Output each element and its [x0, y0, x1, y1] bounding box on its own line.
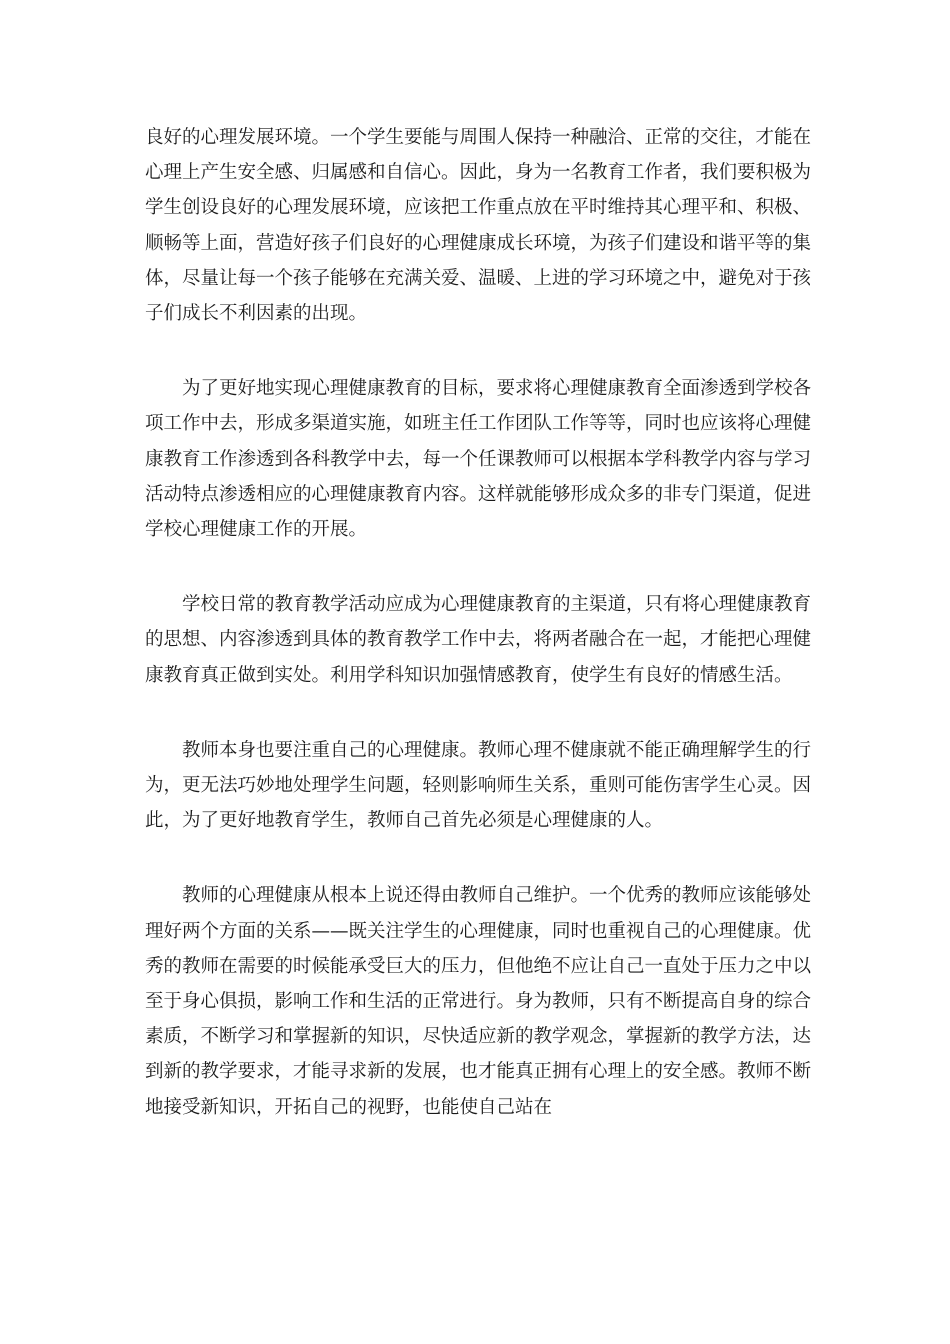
paragraph: 教师的心理健康从根本上说还得由教师自己维护。一个优秀的教师应该能够处理好两个方面的关系——既关注学生的心理健康，同时也重视自己的心理健康。优秀的教师在需要的时候能承受巨大的压力，但他绝不应让自己一直处于压力之中以至于身心俱损，影响工作和生活的正常进行。身为教师，只有不断提高自身的综合素质，不断学习和掌握新的知识，尽快适应新的教学观念，掌握新的教学方法，达到新的教学要求，才能寻求新的发展，也才能真正拥有心理上的安全感。教师不断地接受新知识，开拓自己的视野，也能使自己站在 — [145, 885, 812, 1118]
paragraph: 教师本身也要注重自己的心理健康。教师心理不健康就不能正确理解学生的行为，更无法巧妙地处理学生问题，轻则影响师生关系，重则可能伤害学生心灵。因此，为了更好地教育学生，教师自己首先必须是心理健康的人。 — [145, 739, 812, 832]
paragraph: 为了更好地实现心理健康教育的目标，要求将心理健康教育全面渗透到学校各项工作中去，形成多渠道实施，如班主任工作团队工作等等，同时也应该将心理健康教育工作渗透到各科教学中去，每一个任课教师可以根据本学科教学内容与学习活动特点渗透相应的心理健康教育内容。这样就能够形成众多的非专门渠道，促进学校心理健康工作的开展。 — [145, 378, 812, 541]
paragraph: 学校日常的教育教学活动应成为心理健康教育的主渠道，只有将心理健康教育的思想、内容渗透到具体的教育教学工作中去，将两者融合在一起，才能把心理健康教育真正做到实处。利用学科知识加强情感教育，使学生有良好的情感生活。 — [145, 594, 812, 686]
paragraph-continued: 良好的心理发展环境。一个学生要能与周围人保持一种融洽、正常的交往，才能在心理上产生安全感、归属感和自信心。因此，身为一名教育工作者，我们要积极为学生创设良好的心理发展环境，应该把工作重点放在平时维持其心理平和、积极、顺畅等上面，营造好孩子们良好的心理健康成长环境，为孩子们建设和谐平等的集体，尽量让每一个孩子能够在充满关爱、温暖、上进的学习环境之中，避免对于孩子们成长不利因素的出现。 — [145, 127, 812, 325]
document-body — [145, 120, 811, 1125]
